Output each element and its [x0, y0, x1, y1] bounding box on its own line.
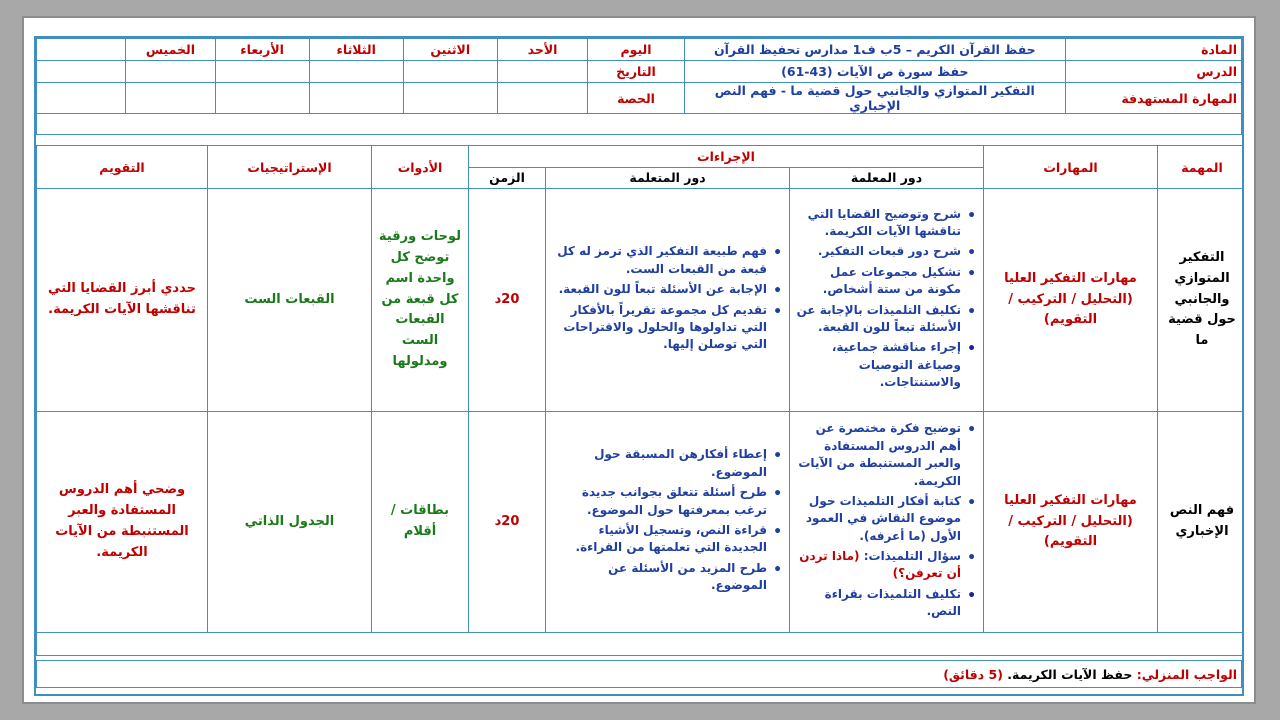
date-cell	[126, 61, 215, 83]
homework-cell	[37, 661, 1242, 688]
task-cell: التفكير المتوازي والجانبي حول قضية ما	[1158, 189, 1244, 412]
lesson-plan-sheet	[34, 36, 1244, 696]
skill-label: المهارة المستهدفة	[1065, 83, 1241, 114]
table-row	[37, 412, 1245, 633]
task-cell: فهم النص الإخباري	[1158, 412, 1244, 633]
subject-label: المادة	[1065, 39, 1241, 61]
col-tools: الأدوات	[372, 146, 469, 189]
date-cell	[309, 61, 403, 83]
list-item: • فهم طبيعة التفكير الذي ترمز له كل قبعة من القبعات الست.	[552, 243, 767, 278]
list-item: • طرح أسئلة تتعلق بجوانب جديدة ترغب بمعرفتها حول الموضوع.	[552, 484, 767, 519]
col-strategies: الإستراتيجيات	[208, 146, 372, 189]
day-label: اليوم	[588, 39, 684, 61]
header-table	[36, 38, 1242, 135]
teacher-role-list	[796, 420, 977, 620]
list-item: • شرح دور قبعات التفكير.	[796, 243, 961, 260]
list-item: • قراءة النص، وتسجيل الأشياء الجديدة التي تعلمتها من القراءة.	[552, 522, 767, 557]
empty-cell	[37, 61, 126, 83]
evaluation-cell: حددي أبرز القضايا التي تناقشها الآيات الكريمة.	[37, 189, 208, 412]
date-label: التاريخ	[588, 61, 684, 83]
procedures-table	[36, 145, 1244, 656]
day-wednesday: الأربعاء	[215, 39, 309, 61]
list-item: • إعطاء أفكارهن المسبقة حول الموضوع.	[552, 446, 767, 481]
list-item: • تكليف التلميذات بالإجابة عن الأسئلة تبعاً للون القبعة.	[796, 302, 961, 337]
list-item: • توضيح فكرة مختصرة عن أهم الدروس المستفادة والعبر المستنبطة من الآيات الكريمة.	[796, 420, 961, 490]
time-cell: 20د	[469, 189, 546, 412]
col-evaluation: التقويم	[37, 146, 208, 189]
question-highlight: (ماذا تردن أن تعرفن؟)	[799, 549, 962, 581]
list-item: • تكليف التلميذات بقراءة النص.	[796, 586, 961, 621]
list-item: • شرح وتوضيح القضايا التي تناقشها الآيات الكريمة.	[796, 206, 961, 241]
homework-label: الواجب المنزلي:	[1136, 666, 1237, 682]
empty-cell	[37, 83, 126, 114]
subject-value: حفظ القرآن الكريم – 5ب ف1 مدارس تحفيظ القرآن	[684, 39, 1065, 61]
homework-text: حفظ الآيات الكريمة.	[1007, 666, 1133, 682]
col-task: المهمة	[1158, 146, 1244, 189]
list-item: • الإجابة عن الأسئلة تبعاً للون القبعة.	[552, 281, 767, 298]
question-prefix: سؤال التلميذات:	[863, 549, 962, 564]
date-cell	[497, 61, 587, 83]
period-cell	[497, 83, 587, 114]
list-item: • تقديم كل مجموعة تقريراً بالأفكار التي تداولوها والحلول والاقتراحات التي توصلن إليها.	[552, 302, 767, 354]
list-item: • إجراء مناقشة جماعية، وصياغة التوصيات والاستنتاجات.	[796, 339, 961, 391]
period-cell	[215, 83, 309, 114]
strategy-cell: القبعات الست	[208, 189, 372, 412]
tools-cell: لوحات ورقية توضح كل واحدة اسم كل قبعة من القبعات الست ومدلولها	[372, 189, 469, 412]
day-thursday: الخميس	[126, 39, 215, 61]
student-role-list	[552, 243, 783, 353]
day-tuesday: الثلاثاء	[309, 39, 403, 61]
day-monday: الاثنين	[403, 39, 497, 61]
col-skills: المهارات	[984, 146, 1158, 189]
day-sunday: الأحد	[497, 39, 587, 61]
list-item: • طرح المزيد من الأسئلة عن الموضوع.	[552, 560, 767, 595]
teacher-role-list	[796, 206, 977, 392]
period-cell	[403, 83, 497, 114]
homework-duration: (5 دقائق)	[943, 666, 1003, 682]
page-frame	[22, 16, 1256, 704]
student-role-list	[552, 446, 783, 594]
date-cell	[215, 61, 309, 83]
lesson-value: حفظ سورة ص الآيات (43-61)	[684, 61, 1065, 83]
col-procedures: الإجراءات	[469, 146, 984, 168]
col-teacher-role: دور المعلمة	[790, 167, 984, 189]
col-time: الزمن	[469, 167, 546, 189]
spacer-row	[37, 114, 1242, 135]
list-item	[796, 548, 961, 583]
evaluation-cell: وضحي أهم الدروس المستفادة والعبر المستنبطة من الآيات الكريمة.	[37, 412, 208, 633]
period-cell	[309, 83, 403, 114]
strategy-cell: الجدول الذاتي	[208, 412, 372, 633]
period-cell	[126, 83, 215, 114]
student-role-cell	[546, 412, 790, 633]
spacer-row	[37, 633, 1245, 656]
skills-cell: مهارات التفكير العليا (التحليل / التركيب / التقويم)	[984, 189, 1158, 412]
teacher-role-cell	[790, 412, 984, 633]
time-cell: 20د	[469, 412, 546, 633]
skills-cell: مهارات التفكير العليا (التحليل / التركيب / التقويم)	[984, 412, 1158, 633]
period-label: الحصة	[588, 83, 684, 114]
skill-value: التفكير المتوازي والجانبي حول قضية ما - فهم النص الإخباري	[684, 83, 1065, 114]
col-student-role: دور المتعلمة	[546, 167, 790, 189]
homework-table	[36, 660, 1242, 688]
empty-cell	[37, 39, 126, 61]
lesson-label: الدرس	[1065, 61, 1241, 83]
table-row	[37, 189, 1245, 412]
list-item: • تشكيل مجموعات عمل مكونة من ستة أشخاص.	[796, 264, 961, 299]
list-item: • كتابة أفكار التلميذات حول موضوع النقاش في العمود الأول (ما أعرفه).	[796, 493, 961, 545]
date-cell	[403, 61, 497, 83]
tools-cell: بطاقات / أقلام	[372, 412, 469, 633]
student-role-cell	[546, 189, 790, 412]
teacher-role-cell	[790, 189, 984, 412]
